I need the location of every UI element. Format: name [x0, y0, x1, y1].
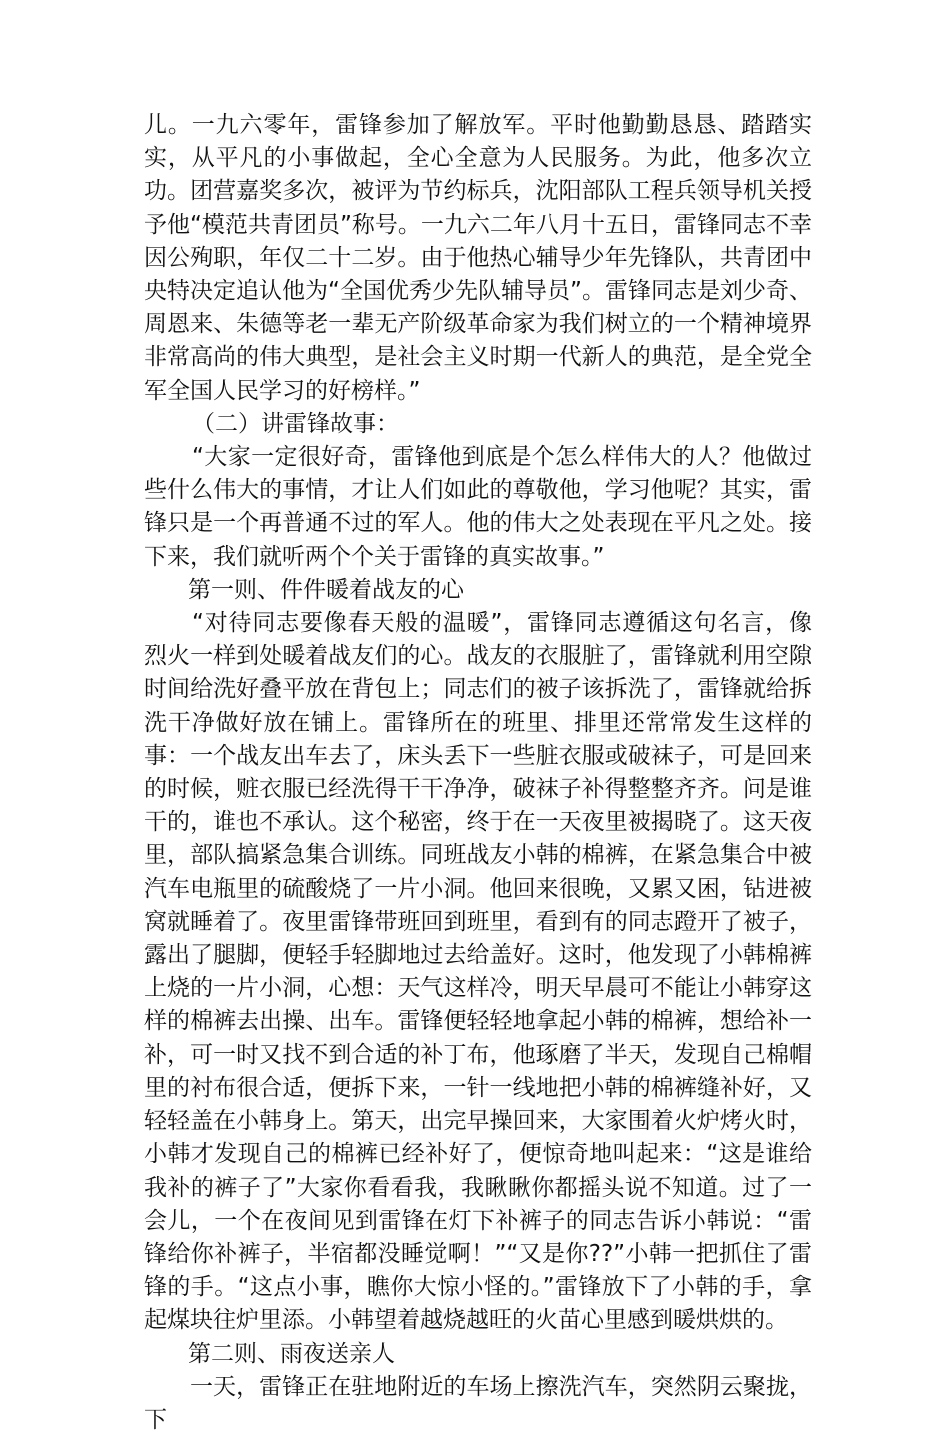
story-title: 第二则、雨夜送亲人	[188, 1340, 395, 1367]
story-title: 第一则、件件暖着战友的心	[188, 576, 464, 603]
section-heading: （二）讲雷锋故事：	[192, 410, 399, 437]
body-paragraph: “对待同志要像春天般的温暖”，雷锋同志遵循这句名言，像烈火一样到处暖着战友们的心。战友的衣服脏了，雷锋就利用空隙时间给洗好叠平放在背包上；同志们的被子该拆洗了，雷锋就给拆洗干净做好放在铺上。雷锋所在的班里、排里还常常发生这样的事：一个战友出车去了，床头丢下一些脏衣服或破袜子，可是回来的时候，赃衣服已经洗得干干净净，破袜子补得整整齐齐。问是谁干的，谁也不承认。这个秘密，终于在一天夜里被揭晓了。这天夜里，部队搞紧急集合训练。同班战友小韩的棉裤，在紧急集合中被汽车电瓶里的硫酸烧了一片小洞。他回来很晚，又累又困，钻进被窝就睡着了。夜里雷锋带班回到班里，看到有的同志蹬开了被子，露出了腿脚，便轻手轻脚地过去给盖好。这时，他发现了小韩棉裤上烧的一片小洞，心想：天气这样冷，明天早晨可不能让小韩穿这样的棉裤去出操、出车。雷锋便轻轻地拿起小韩的棉裤，想给补一补，可一时又找不到合适的补丁布，他琢磨了半天，发现自己棉帽里的衬布很合适，便拆下来，一针一线地把小韩的棉裤缝补好，又轻轻盖在小韩身上。第天，出完早操回来，大家围着火炉烤火时，小韩才发现自己的棉裤已经补好了，便惊奇地叫起来：“这是谁给我补的裤子了”大家你看看我，我瞅瞅你都摇头说不知道。过了一会儿，一个在夜间见到雷锋在灯下补裤子的同志告诉小韩说：“雷锋给你补裤子，半宿都没睡觉啊！”“又是你??”小韩一把抓住了雷锋的手。“这点小事，瞧你大惊小怪的。”雷锋放下了小韩的手，拿起煤块往炉里添。小韩望着越烧越旺的火苗心里感到暖烘烘的。	[144, 610, 812, 1334]
body-paragraph: “大家一定很好奇，雷锋他到底是个怎么样伟大的人？他做过些什么伟大的事情，才让人们如此的尊敬他，学习他呢？其实，雷锋只是一个再普通不过的军人。他的伟大之处表现在平凡之处。接下来，我们就听两个个关于雷锋的真实故事。”	[144, 444, 812, 570]
body-paragraph: 一天，雷锋正在驻地附近的车场上擦洗汽车，突然阴云聚拢，下	[144, 1373, 812, 1433]
document-page	[144, 109, 812, 1437]
body-paragraph: 儿。一九六零年，雷锋参加了解放军。平时他勤勤恳恳、踏踏实实，从平凡的小事做起，全心全意为人民服务。为此，他多次立功。团营嘉奖多次，被评为节约标兵，沈阳部队工程兵领导机关授予他“模范共青团员”称号。一九六二年八月十五日，雷锋同志不幸因公殉职，年仅二十二岁。由于他热心辅导少年先锋队，共青团中央特决定追认他为“全国优秀少先队辅导员”。雷锋同志是刘少奇、周恩来、朱德等老一辈无产阶级革命家为我们树立的一个精神境界非常高尚的伟大典型，是社会主义时期一代新人的典范，是全党全军全国人民学习的好榜样。”	[144, 112, 812, 404]
